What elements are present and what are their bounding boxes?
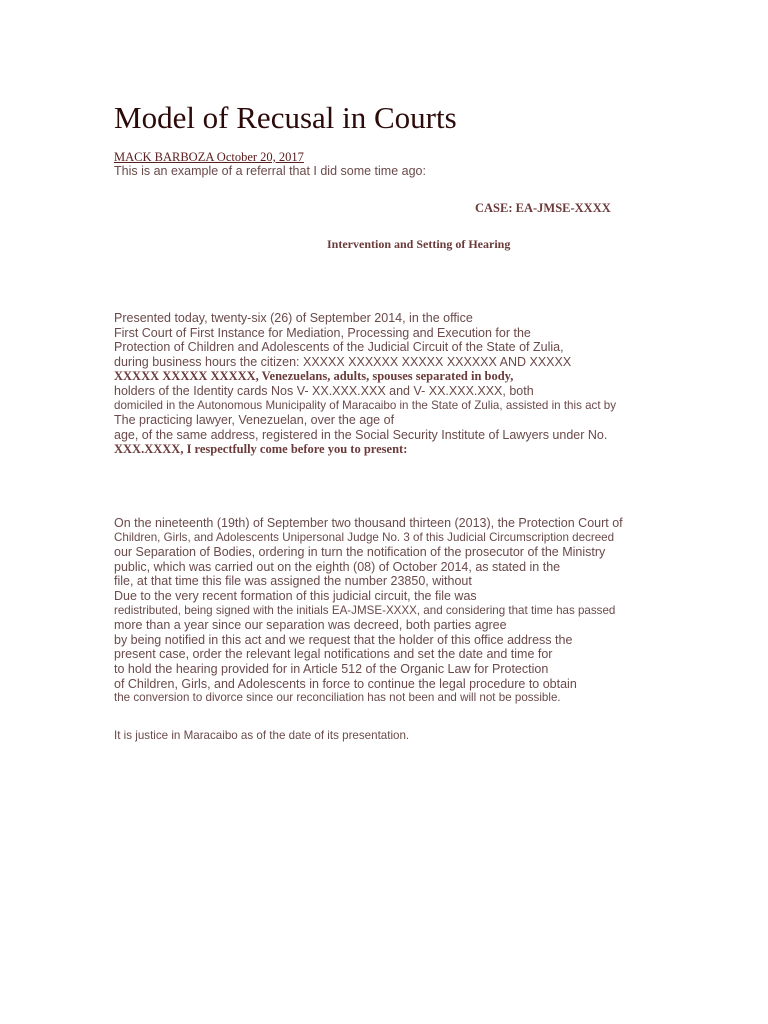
text-line: redistributed, being signed with the initials EA-JMSE-XXXX, and considering that time has passed xyxy=(114,603,616,617)
document-title: Model of Recusal in Courts xyxy=(114,100,457,135)
text-line: holders of the Identity cards Nos V- XX.XXX.XXX and V- XX.XXX.XXX, both xyxy=(114,383,534,398)
text-line: to hold the hearing provided for in Article 512 of the Organic Law for Protection xyxy=(114,661,549,676)
paragraph-presentation xyxy=(114,311,616,457)
text-line: Children, Girls, and Adolescents Unipersonal Judge No. 3 of this Judicial Circumscription decreed xyxy=(114,530,615,544)
case-label: CASE: EA-JMSE-XXXX xyxy=(475,201,611,215)
text-line: more than a year since our separation was decreed, both parties agree xyxy=(114,618,507,633)
text-line: by being notified in this act and we request that the holder of this office address the xyxy=(114,632,573,647)
text-line: file, at that time this file was assigned the number 23850, without xyxy=(114,574,472,589)
text-line: our Separation of Bodies, ordering in turn the notification of the prosecutor of the Ministry xyxy=(114,545,606,560)
text-line: the conversion to divorce since our reconciliation has not been and will not be possible. xyxy=(114,691,561,705)
text-line: during business hours the citizen: XXXXX XXXXXX XXXXX XXXXXX AND XXXXX xyxy=(114,354,572,369)
text-line: age, of the same address, registered in the Social Security Institute of Lawyers under No. xyxy=(114,427,608,442)
paragraph-request xyxy=(114,516,623,706)
text-line: The practicing lawyer, Venezuelan, over the age of xyxy=(114,413,395,428)
text-line: domiciled in the Autonomous Municipality of Maracaibo in the State of Zulia, assisted in this act by xyxy=(114,398,617,412)
text-line: On the nineteenth (19th) of September two thousand thirteen (2013), the Protection Court of xyxy=(114,516,623,530)
text-line: Due to the very recent formation of this judicial circuit, the file was xyxy=(114,588,477,603)
text-line: XXX.XXXX, I respectfully come before you to present: xyxy=(114,442,408,457)
text-line: Presented today, twenty-six (26) of September 2014, in the office xyxy=(114,311,473,325)
closing-text: It is justice in Maracaibo as of the date of its presentation. xyxy=(114,729,410,742)
section-heading: Intervention and Setting of Hearing xyxy=(327,237,511,251)
text-line: First Court of First Instance for Mediation, Processing and Execution for the xyxy=(114,325,531,340)
byline[interactable]: MACK BARBOZA October 20, 2017 xyxy=(114,150,304,164)
text-line: XXXXX XXXXX XXXXX, Venezuelans, adults, spouses separated in body, xyxy=(114,369,514,384)
text-line: present case, order the relevant legal notifications and set the date and time for xyxy=(114,647,553,662)
text-line: public, which was carried out on the eighth (08) of October 2014, as stated in the xyxy=(114,559,561,574)
intro-text: This is an example of a referral that I did some time ago: xyxy=(114,164,426,178)
text-line: of Children, Girls, and Adolescents in force to continue the legal procedure to obtain xyxy=(114,676,577,691)
text-line: Protection of Children and Adolescents of the Judicial Circuit of the State of Zulia, xyxy=(114,340,564,355)
